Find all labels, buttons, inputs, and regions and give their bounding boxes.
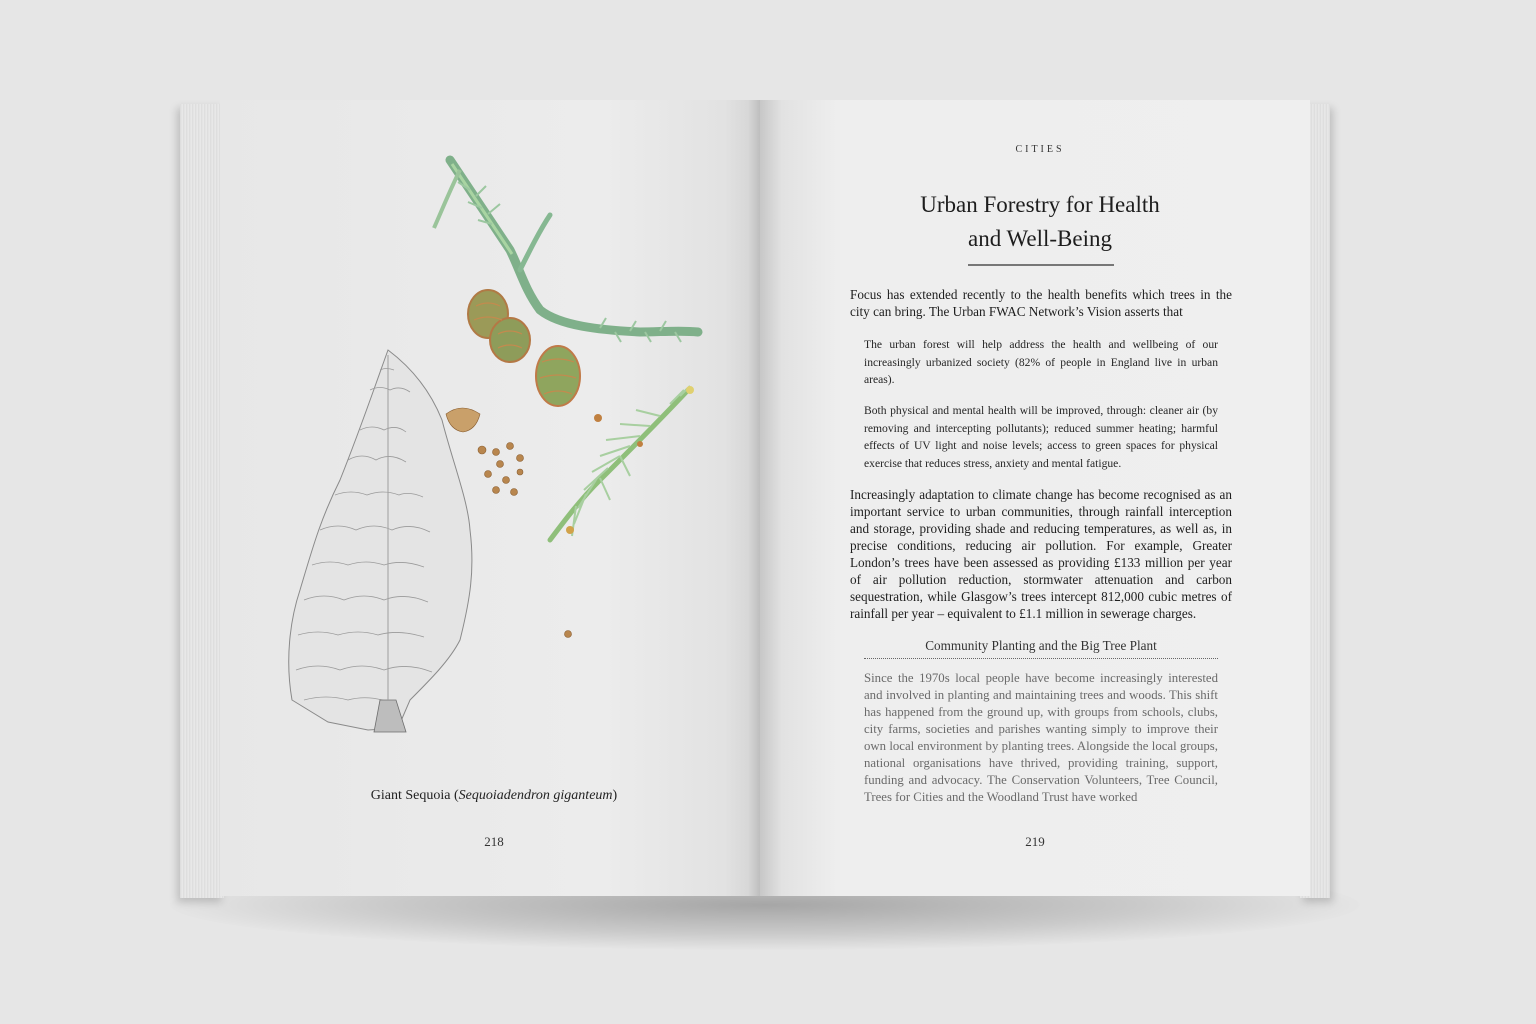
giant-sequoia-illustration	[220, 100, 768, 800]
sequoia-tree-drawing	[289, 350, 472, 732]
paragraph-intro: Focus has extended recently to the health benefits which trees in the city can bring. The Urban FWAC Network’s Vision asserts that	[850, 287, 1232, 319]
block-quote-2: Both physical and mental health will be improved, through: cleaner air (by removing and intercepting pollutants); reduced summer heating; harmful effects of UV light and noise levels; access to green spaces for physical exercise that reduces stress, anxiety and mental fatigue.	[864, 404, 1218, 470]
left-page	[220, 100, 768, 896]
block-quote-1: The urban forest will help address the health and wellbeing of our increasingly urbanized society (82% of people in England live in urban areas).	[864, 338, 1218, 386]
chapter-title-line2: and Well-Being	[968, 226, 1112, 251]
right-page-number: 219	[1025, 834, 1045, 849]
paragraph-climate: Increasingly adaptation to climate change has become recognised as an important service to urban communities, through rainfall interception and storage, providing shade and reducing temperatures, as well as, in precise conditions, reducing air pollution. For example, Greater London’s trees have been assessed as providing £133 million per year of air pollution reduction, stormwater attenuation and carbon sequestration, while Glasgow’s trees intercept 812,000 cubic metres of rainfall per year – equivalent to £1.1 million in sewerage charges.	[850, 487, 1232, 621]
chapter-title-line1: Urban Forestry for Health	[920, 192, 1160, 217]
right-page	[760, 100, 1310, 896]
title-rule	[968, 264, 1114, 266]
left-page-edges	[180, 104, 224, 898]
paragraph-community: Since the 1970s local people have become increasingly interested and involved in planting and maintaining trees and woods. This shift has happened from the ground up, with groups from schools, clubs, city farms, societies and parishes wanting simply to improve their own local environment by planting trees. Alongside the local groups, national organisations have thrived, providing training, support, funding and advocacy. The Conservation Volunteers, Tree Council, Trees for Cities and the Woodland Trust have worked	[864, 671, 1218, 804]
subheading-rule	[864, 658, 1218, 659]
running-head: CITIES	[1015, 144, 1065, 155]
sequoia-branch-with-cones	[434, 160, 698, 406]
illustration-caption: Giant Sequoia (Sequoiadendron giganteum)	[370, 788, 618, 803]
subheading: Community Planting and the Big Tree Plant	[925, 638, 1157, 653]
sequoia-lower-branch	[550, 386, 694, 540]
left-page-number: 218	[484, 834, 504, 849]
caption-latin-name: Sequoiadendron giganteum	[458, 788, 613, 803]
chapter-title	[820, 188, 1260, 256]
